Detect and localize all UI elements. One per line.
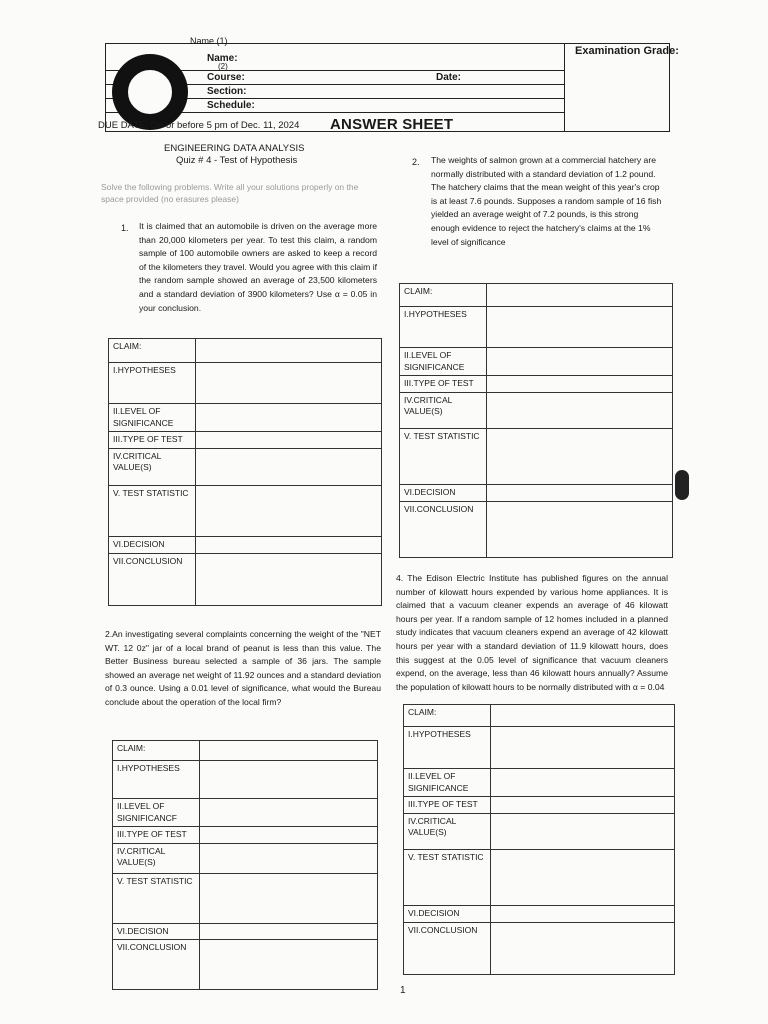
level-of-significance-label: II.LEVEL OF SIGNIFICANCE <box>400 348 487 376</box>
decision-cell[interactable] <box>491 905 675 922</box>
problem-4-answer-table <box>403 704 675 975</box>
type-of-test-cell[interactable] <box>491 797 675 814</box>
claim-label: CLAIM: <box>109 339 196 363</box>
type-of-test-label: III.TYPE OF TEST <box>113 827 200 844</box>
critical-value-cell[interactable] <box>491 813 675 849</box>
claim-label: CLAIM: <box>113 741 200 761</box>
test-statistic-cell[interactable] <box>200 873 378 923</box>
critical-value-cell[interactable] <box>487 392 673 428</box>
problem-2-text: The weights of salmon grown at a commercial hatchery are normally distributed with a standard deviation of 1.2 pound. The hatchery claims that the mean weight of this year's crop is at least 7.6 pounds. Supposes a random sample of 16 fish yielded an average weight of 7.2 pounds, is this strong enough evidence to reject the hatchery's claims at the 1% level of significance <box>431 155 662 247</box>
test-statistic-label: V. TEST STATISTIC <box>400 428 487 484</box>
claim-label: CLAIM: <box>404 705 491 727</box>
decision-cell[interactable] <box>487 484 673 501</box>
test-statistic-cell[interactable] <box>491 849 675 905</box>
test-statistic-label: V. TEST STATISTIC <box>109 485 196 536</box>
critical-value-label: IV.CRITICAL VALUE(S) <box>400 392 487 428</box>
decision-label: VI.DECISION <box>113 923 200 940</box>
examination-grade-label: Examination Grade: <box>575 45 679 57</box>
level-of-significance-label: II.LEVEL OF SIGNIFICANCF <box>113 799 200 827</box>
problem-1-text: It is claimed that an automobile is driven on the average more than 20,000 kilometers per year. To test this claim, a random sample of 100 automobile owners are asked to keep a record of the kilometers they travel. Would you agree with this claim if the random sample showed an average of 23,500 kilometers and a standard deviation of 3900 kilometers? Use α = 0.05 in your conclusion. <box>139 221 377 313</box>
type-of-test-cell[interactable] <box>196 432 382 449</box>
level-of-significance-label: II.LEVEL OF SIGNIFICANCE <box>404 769 491 797</box>
decision-cell[interactable] <box>200 923 378 940</box>
name-number-label: Name (1) <box>190 36 228 46</box>
problem-4-text: 4. The Edison Electric Institute has published figures on the annual number of kilowatt hours expended by various home appliances. It is claimed that a vacuum cleaner expends an average of 46 kilowatt hours per year. If a random sample of 12 homes included in a planned study indicates that vacuum cleaners expend an average of 42 kilowatt hours per year with a standard deviation of 11.9 kilowatt hours, does this suggest at the 0.05 level of significance that vacuum cleaners expend, on the average, less than 46 kilowatt hours annually? Assume the population of kilowatt hours to be normally distributed with α = 0.04 <box>396 573 668 692</box>
claim-cell[interactable] <box>200 741 378 761</box>
critical-value-cell[interactable] <box>200 843 378 873</box>
problem-2b-answer-table <box>112 740 378 990</box>
level-of-significance-cell[interactable] <box>487 348 673 376</box>
answer-sheet-title: ANSWER SHEET <box>330 116 454 133</box>
critical-value-cell[interactable] <box>196 448 382 485</box>
claim-cell[interactable] <box>487 284 673 307</box>
critical-value-label: IV.CRITICAL VALUE(S) <box>109 448 196 485</box>
level-of-significance-cell[interactable] <box>200 799 378 827</box>
claim-cell[interactable] <box>491 705 675 727</box>
course-title: ENGINEERING DATA ANALYSIS <box>164 143 305 154</box>
level-of-significance-label: II.LEVEL OF SIGNIFICANCE <box>109 404 196 432</box>
type-of-test-label: III.TYPE OF TEST <box>109 432 196 449</box>
claim-cell[interactable] <box>196 339 382 363</box>
conclusion-cell[interactable] <box>487 501 673 557</box>
hypotheses-label: I.HYPOTHESES <box>404 727 491 769</box>
quiz-title: Quiz # 4 - Test of Hypothesis <box>176 155 298 166</box>
level-of-significance-cell[interactable] <box>196 404 382 432</box>
header-divider <box>564 43 565 132</box>
hypotheses-cell[interactable] <box>487 307 673 348</box>
conclusion-cell[interactable] <box>491 922 675 974</box>
hypotheses-cell[interactable] <box>200 761 378 799</box>
problem-2-answer-table <box>399 283 673 558</box>
test-statistic-cell[interactable] <box>196 485 382 536</box>
hypotheses-label: I.HYPOTHESES <box>400 307 487 348</box>
test-statistic-cell[interactable] <box>487 428 673 484</box>
conclusion-cell[interactable] <box>200 940 378 990</box>
date-label: Date: <box>436 72 462 83</box>
claim-label: CLAIM: <box>400 284 487 307</box>
decision-label: VI.DECISION <box>400 484 487 501</box>
decision-cell[interactable] <box>196 536 382 553</box>
conclusion-cell[interactable] <box>196 553 382 605</box>
course-label: Course: <box>207 72 245 83</box>
test-statistic-label: V. TEST STATISTIC <box>113 873 200 923</box>
hypotheses-cell[interactable] <box>491 727 675 769</box>
conclusion-label: VII.CONCLUSION <box>109 553 196 605</box>
hypotheses-cell[interactable] <box>196 363 382 404</box>
type-of-test-label: III.TYPE OF TEST <box>404 797 491 814</box>
name-number-2: (2) <box>218 62 228 71</box>
decision-label: VI.DECISION <box>404 905 491 922</box>
test-statistic-label: V. TEST STATISTIC <box>404 849 491 905</box>
problem-1-number: 1. <box>121 223 129 233</box>
school-seal-logo <box>112 54 188 130</box>
type-of-test-label: III.TYPE OF TEST <box>400 376 487 393</box>
problem-2-number: 2. <box>412 157 420 167</box>
conclusion-label: VII.CONCLUSION <box>400 501 487 557</box>
type-of-test-cell[interactable] <box>487 376 673 393</box>
problem-1-answer-table <box>108 338 382 606</box>
conclusion-label: VII.CONCLUSION <box>404 922 491 974</box>
level-of-significance-cell[interactable] <box>491 769 675 797</box>
schedule-label: Schedule: <box>207 100 255 111</box>
page-number: 1 <box>400 985 406 996</box>
due-date: DUE DATE: On or before 5 pm of Dec. 11, 2024 <box>98 120 300 131</box>
type-of-test-cell[interactable] <box>200 827 378 844</box>
name-label: Name: <box>207 53 238 64</box>
critical-value-label: IV.CRITICAL VALUE(S) <box>404 813 491 849</box>
instructions: Solve the following problems. Write all your solutions properly on the space provided (no erasures please) <box>101 182 359 204</box>
critical-value-label: IV.CRITICAL VALUE(S) <box>113 843 200 873</box>
problem-2b-text: 2.An investigating several complaints concerning the weight of the "NET WT. 12 0z" jar of a local brand of peanut is less than this value. The Better Business bureau selected a sample of 36 jars. The sample showed an average net weight of 11.92 ounces and a standard deviation of 0.3 ounce. Using a 0.01 level of significance, what would the Bureau conclude about the operation of the local firm? <box>105 629 381 707</box>
hypotheses-label: I.HYPOTHESES <box>109 363 196 404</box>
conclusion-label: VII.CONCLUSION <box>113 940 200 990</box>
decision-label: VI.DECISION <box>109 536 196 553</box>
section-label: Section: <box>207 86 247 97</box>
hypotheses-label: I.HYPOTHESES <box>113 761 200 799</box>
page-flag-tag <box>675 470 689 500</box>
